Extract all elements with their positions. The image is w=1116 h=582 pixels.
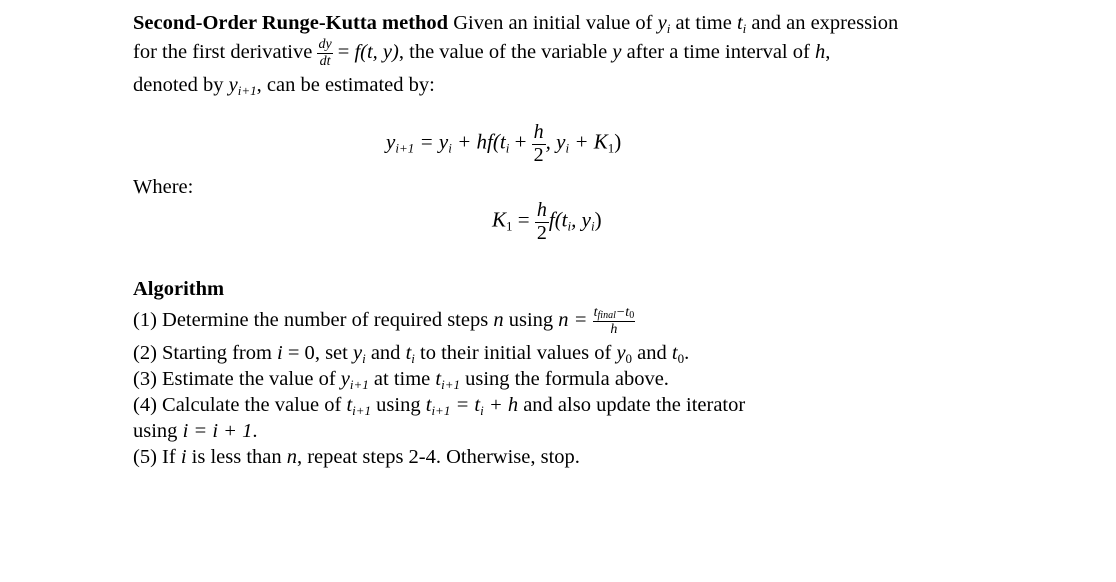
k1-h-over-2-fraction: $\frac{h}{2}$ bbox=[536, 199, 547, 244]
steps-fraction: $\frac{t_{final}-t_0}{h}$ bbox=[593, 305, 635, 337]
intro-line-2: for the first derivative $\frac{dy}{dt}$ = f(t, y), the value of the variable y after a time interval of h, bbox=[133, 37, 831, 69]
algorithm-heading: Algorithm bbox=[133, 278, 225, 300]
intro-line-3: denoted by $y_{i+1}$, can be estimated by: bbox=[133, 74, 435, 98]
intro-line-1: Second-Order Runge-Kutta method Given an initial value of $y_i$ at time $t_i$ and an expression bbox=[133, 12, 899, 36]
k1-formula: $K_1$ = $\frac{h}{2}$ $f(t_i$, $y_i$) bbox=[492, 199, 602, 244]
algorithm-step-5: (5) If i is less than n, repeat steps 2-4. Otherwise, stop. bbox=[133, 446, 580, 468]
algorithm-step-2: (2) Starting from i = 0, set $y_i$ and $t_i$ to their initial values of $y_0$ and $t_0$. bbox=[133, 342, 690, 366]
rk2-update-formula: $y_{i+1} = y_i + hf(t_i$ + $\frac{h}{2}$ , $y_i + K_1$) bbox=[386, 121, 622, 166]
algorithm-step-4: (4) Calculate the value of $t_{i+1}$ using $t_{i+1} = t_i + h$ and also update the iterator bbox=[133, 394, 746, 418]
derivative-fraction: $\frac{dy}{dt}$ bbox=[318, 37, 332, 69]
algorithm-step-1: (1) Determine the number of required steps n using n = $\frac{t_{final}-t_0}{h}$ bbox=[133, 305, 635, 337]
where-label: Where: bbox=[133, 176, 194, 198]
h-over-2-fraction: $\frac{h}{2}$ bbox=[533, 121, 544, 166]
method-title: Second-Order Runge-Kutta method bbox=[133, 12, 449, 34]
algorithm-step-3: (3) Estimate the value of $y_{i+1}$ at time $t_{i+1}$ using the formula above. bbox=[133, 368, 669, 392]
algorithm-step-4-continued: using i = i + 1. bbox=[133, 420, 258, 442]
